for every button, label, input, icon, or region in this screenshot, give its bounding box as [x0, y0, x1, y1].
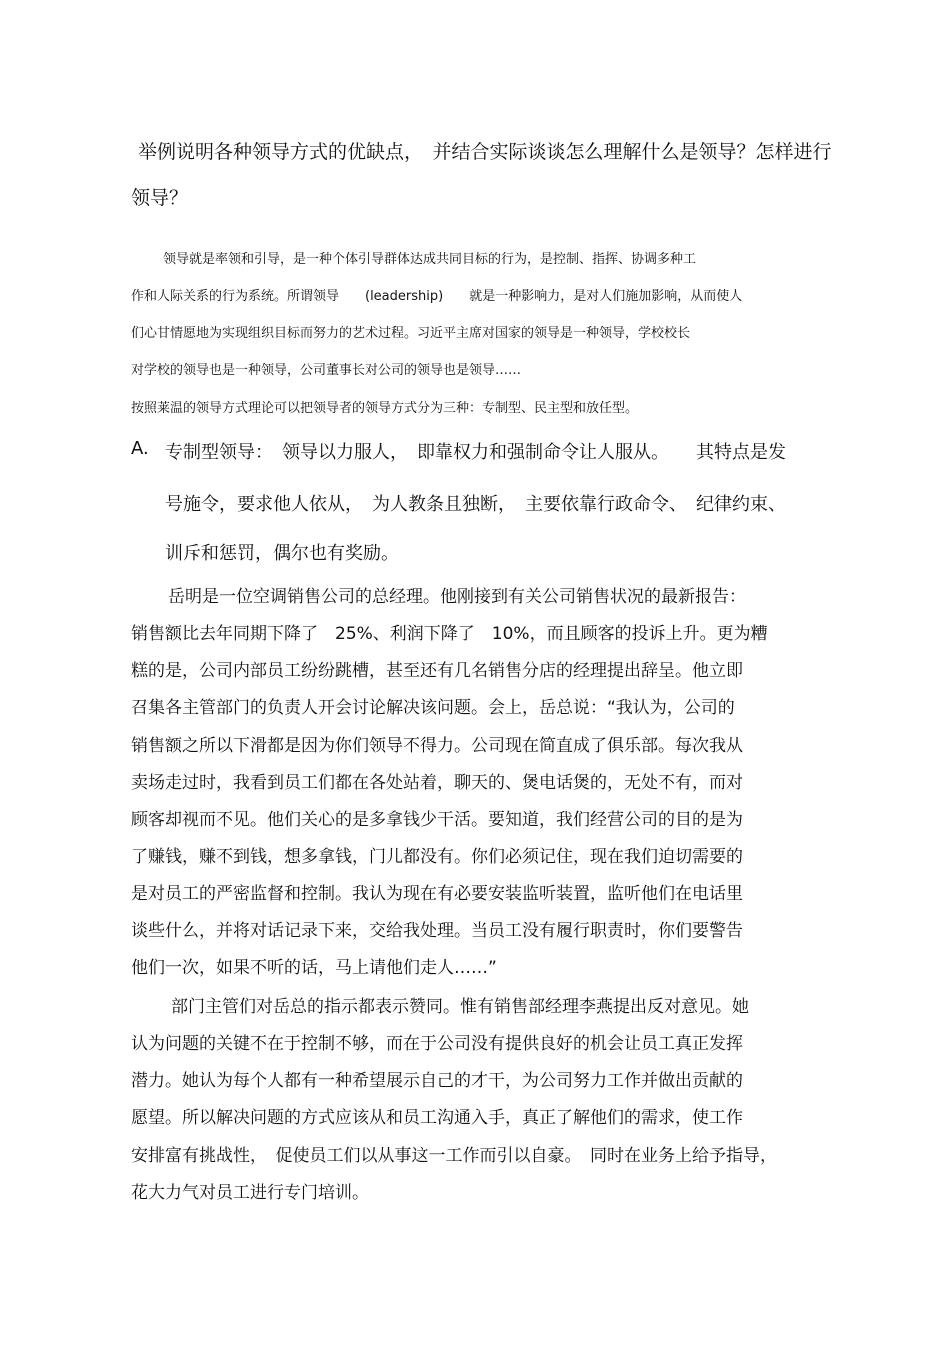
- title-line-2: 领导？: [131, 187, 189, 209]
- case-line-2: 销售额比去年同期下降了 25%、利润下降了 10%，而且顾客的投诉上升。更为糟: [131, 624, 768, 644]
- case-line-14: 潜力。她认为每个人都有一种希望展示自己的才干，为公司努力工作并做出贡献的: [131, 1071, 743, 1091]
- case-line-12: 部门主管们对岳总的指示都表示赞同。惟有销售部经理李燕提出反对意见。她: [171, 997, 749, 1017]
- section-a-line-1: 专制型领导： 领导以力服人， 即靠权力和强制命令让人服从。 其特点是发: [165, 442, 786, 463]
- case-line-13: 认为问题的关键不在于控制不够，而在于公司没有提供良好的机会让员工真正发挥: [131, 1034, 743, 1054]
- case-line-5: 销售额之所以下滑都是因为你们领导不得力。公司现在简直成了俱乐部。每次我从: [131, 736, 743, 756]
- intro-line-5: 按照莱温的领导方式理论可以把领导者的领导方式分为三种：专制型、民主型和放任型。: [131, 401, 639, 416]
- title-line-1: 举例说明各种领导方式的优缺点， 并结合实际谈谈怎么理解什么是领导？怎样进行: [138, 141, 832, 163]
- case-line-10: 谈些什么，并将对话记录下来，交给我处理。当员工没有履行职责时，你们要警告: [131, 921, 743, 941]
- case-line-11: 他们一次，如果不听的话，马上请他们走人……”: [131, 958, 497, 978]
- case-line-3: 糕的是，公司内部员工纷纷跳槽，甚至还有几名销售分店的经理提出辞呈。他立即: [131, 661, 743, 681]
- case-line-15: 愿望。所以解决问题的方式应该从和员工沟通入手，真正了解他们的需求，使工作: [131, 1108, 743, 1128]
- case-line-9: 是对员工的严密监督和控制。我认为现在有必要安装监听装置，监听他们在电话里: [131, 884, 743, 904]
- case-line-7: 顾客却视而不见。他们关心的是多拿钱少干活。要知道，我们经营公司的目的是为: [131, 810, 743, 830]
- case-line-6: 卖场走过时，我看到员工们都在各处站着，聊天的、煲电话煲的，无处不有，而对: [131, 773, 743, 793]
- case-line-1: 岳明是一位空调销售公司的总经理。他刚接到有关公司销售状况的最新报告：: [168, 587, 746, 607]
- intro-line-4: 对学校的领导也是一种领导，公司董事长对公司的领导也是领导……: [131, 363, 522, 378]
- case-line-16: 安排富有挑战性， 促使员工们以从事这一工作而引以自豪。 同时在业务上给予指导，: [131, 1146, 777, 1166]
- intro-line-3: 们心甘情愿地为实现组织目标而努力的艺术过程。习近平主席对国家的领导是一种领导，学校校长: [131, 326, 691, 341]
- section-a-line-3: 训斥和惩罚，偶尔也有奖励。: [165, 543, 399, 564]
- section-a-line-2: 号施令，要求他人依从， 为人教条且独断， 主要依靠行政命令、 纪律约束、: [165, 494, 786, 515]
- case-line-4: 召集各主管部门的负责人开会讨论解决该问题。会上，岳总说：“我认为，公司的: [131, 698, 735, 718]
- intro-line-2: 作和人际关系的行为系统。所谓领导 (leadership) 就是一种影响力，是对人们施加影响，从而使人: [131, 289, 743, 304]
- case-line-8: 了赚钱，赚不到钱，想多拿钱，门儿都没有。你们必须记住，现在我们迫切需要的: [131, 847, 743, 867]
- case-line-17: 花大力气对员工进行专门培训。: [131, 1183, 369, 1203]
- section-a-marker: A.: [131, 438, 149, 459]
- intro-line-1: 领导就是率领和引导，是一种个体引导群体达成共同目标的行为，是控制、指挥、协调多种工: [163, 252, 697, 267]
